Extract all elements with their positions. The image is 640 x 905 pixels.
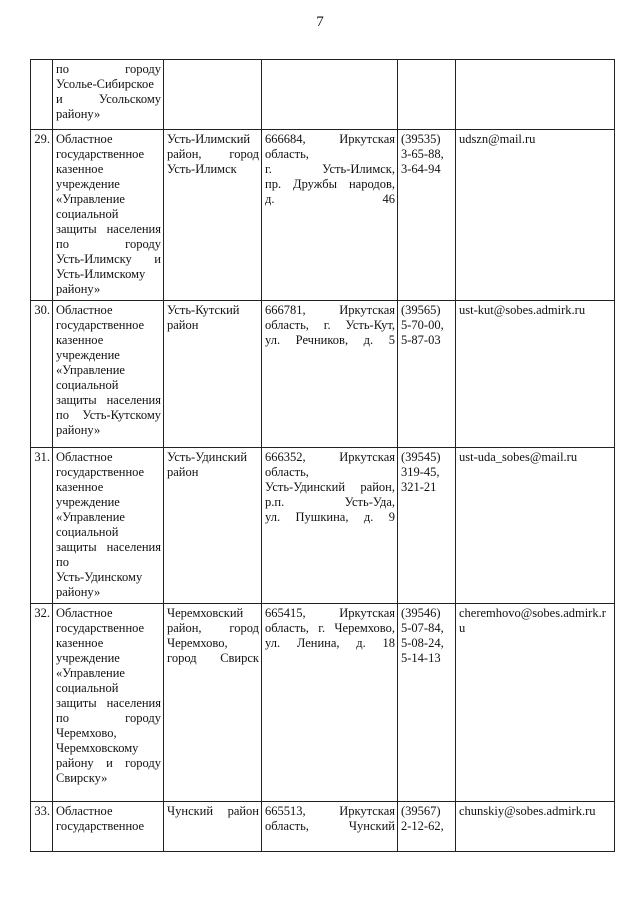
institution-name-line: Черемхово, xyxy=(56,726,117,740)
institution-name-line: казенное xyxy=(56,636,104,650)
service-area-line: Чунский район xyxy=(167,804,259,818)
institution-name-cell xyxy=(53,448,164,604)
phone-line: 2-12-62, xyxy=(401,819,444,833)
service-area-cell xyxy=(164,301,262,448)
institutions-table-body xyxy=(31,60,615,852)
institution-name-line: по городу xyxy=(56,62,161,76)
institution-name-line: Усть-Удинскому xyxy=(56,570,143,584)
institution-name-cell xyxy=(53,130,164,301)
address-line: д. 46 xyxy=(265,192,395,206)
service-area-cell xyxy=(164,448,262,604)
address-line: р.п. Усть-Уда, xyxy=(265,495,395,509)
institution-name-line: району и городу xyxy=(56,756,161,770)
institution-name-line: защиты населения xyxy=(56,393,161,407)
address-line: г. Усть-Илимск, xyxy=(265,162,395,176)
address-line: область, г. Усть-Кут, xyxy=(265,318,395,332)
phone-line: (39567) xyxy=(401,804,441,818)
service-area-line: Усть-Илимск xyxy=(167,162,237,176)
service-area-line: Черемховский xyxy=(167,606,244,620)
phone-line: 5-08-24, xyxy=(401,636,444,650)
table-row xyxy=(31,604,615,802)
institution-name-line: казенное xyxy=(56,162,104,176)
address-line: 665513, Иркутская xyxy=(265,804,395,818)
service-area-line: Усть-Удинский xyxy=(167,450,248,464)
service-area-line: Усть-Илимский xyxy=(167,132,251,146)
phone-line: 3-65-88, xyxy=(401,147,444,161)
table-row xyxy=(31,301,615,448)
institution-name-line: по xyxy=(56,555,69,569)
institution-name-line: Свирску» xyxy=(56,771,108,785)
institution-name-line: защиты населения xyxy=(56,696,161,710)
institution-name-line: «Управление xyxy=(56,510,125,524)
address-cell xyxy=(262,301,398,448)
phone-cell xyxy=(398,802,456,852)
email-cell xyxy=(456,60,615,130)
institution-name-line: Областное xyxy=(56,303,113,317)
service-area-cell xyxy=(164,60,262,130)
phone-line: (39545) xyxy=(401,450,441,464)
phone-line: 5-14-13 xyxy=(401,651,441,665)
institution-name-cell xyxy=(53,802,164,852)
address-cell xyxy=(262,130,398,301)
institution-name-line: по городу xyxy=(56,711,161,725)
address-line: область, г. Черемхово, xyxy=(265,621,395,635)
row-number: 29. xyxy=(31,130,53,301)
email-cell: ust-kut@sobes.admirk.ru xyxy=(456,301,615,448)
phone-line: (39565) xyxy=(401,303,441,317)
row-number xyxy=(31,60,53,130)
institution-name-line: учреждение xyxy=(56,177,120,191)
institution-name-line: государственное xyxy=(56,819,145,833)
institution-name-line: социальной xyxy=(56,681,119,695)
address-line: пр. Дружбы народов, xyxy=(265,177,395,191)
service-area-cell xyxy=(164,130,262,301)
service-area-line: Усть-Кутский xyxy=(167,303,240,317)
institution-name-line: району» xyxy=(56,282,101,296)
institution-name-cell xyxy=(53,301,164,448)
service-area-line: район xyxy=(167,318,199,332)
phone-line: 5-07-84, xyxy=(401,621,444,635)
email-cell: ust-uda_sobes@mail.ru xyxy=(456,448,615,604)
institution-name-line: Областное xyxy=(56,450,113,464)
address-line: 666781, Иркутская xyxy=(265,303,395,317)
institution-name-line: «Управление xyxy=(56,363,125,377)
service-area-line: город Свирск xyxy=(167,651,259,665)
email-cell: chunskiy@sobes.admirk.ru xyxy=(456,802,615,852)
institution-name-line: Областное xyxy=(56,132,113,146)
address-line: ул. Ленина, д. 18 xyxy=(265,636,395,650)
phone-cell xyxy=(398,60,456,130)
address-line: область, xyxy=(265,147,309,161)
row-number: 30. xyxy=(31,301,53,448)
phone-cell xyxy=(398,130,456,301)
institution-name-line: Усть-Илимску и xyxy=(56,252,161,266)
address-cell xyxy=(262,60,398,130)
service-area-line: Черемхово, xyxy=(167,636,228,650)
address-line: ул. Пушкина, д. 9 xyxy=(265,510,395,524)
phone-cell xyxy=(398,448,456,604)
institution-name-line: Областное xyxy=(56,804,113,818)
address-line: 665415, Иркутская xyxy=(265,606,395,620)
institution-name-line: защиты населения xyxy=(56,540,161,554)
institution-name-line: учреждение xyxy=(56,495,120,509)
phone-cell xyxy=(398,604,456,802)
institution-name-line: Черемховскому xyxy=(56,741,139,755)
address-line: 666352, Иркутская xyxy=(265,450,395,464)
phone-line: 5-87-03 xyxy=(401,333,441,347)
institution-name-line: Усть-Илимскому xyxy=(56,267,146,281)
institution-name-line: «Управление xyxy=(56,192,125,206)
institution-name-line: социальной xyxy=(56,525,119,539)
institution-name-cell xyxy=(53,604,164,802)
address-line: ул. Речников, д. 5 xyxy=(265,333,395,347)
email-cell: udszn@mail.ru xyxy=(456,130,615,301)
table-row xyxy=(31,130,615,301)
service-area-line: район, город xyxy=(167,147,259,161)
institution-name-line: государственное xyxy=(56,465,145,479)
institution-name-line: социальной xyxy=(56,207,119,221)
institution-name-cell xyxy=(53,60,164,130)
row-number: 31. xyxy=(31,448,53,604)
institution-name-line: «Управление xyxy=(56,666,125,680)
address-cell xyxy=(262,604,398,802)
institution-name-line: социальной xyxy=(56,378,119,392)
address-line: область, Чунский xyxy=(265,819,395,833)
table-row xyxy=(31,802,615,852)
institution-name-line: району» xyxy=(56,423,101,437)
phone-line: (39535) xyxy=(401,132,441,146)
address-line: 666684, Иркутская xyxy=(265,132,395,146)
institution-name-line: и Усольскому xyxy=(56,92,161,106)
service-area-line: район, город xyxy=(167,621,259,635)
service-area-cell xyxy=(164,604,262,802)
institution-name-line: защиты населения xyxy=(56,222,161,236)
phone-line: (39546) xyxy=(401,606,441,620)
institution-name-line: государственное xyxy=(56,621,145,635)
institution-name-line: Областное xyxy=(56,606,113,620)
institution-name-line: государственное xyxy=(56,318,145,332)
email-cell: cheremhovo@sobes.admirk.ru xyxy=(456,604,615,802)
institutions-table xyxy=(30,59,615,852)
row-number: 32. xyxy=(31,604,53,802)
row-number: 33. xyxy=(31,802,53,852)
institution-name-line: району» xyxy=(56,107,101,121)
institution-name-line: казенное xyxy=(56,333,104,347)
phone-line: 3-64-94 xyxy=(401,162,441,176)
table-row xyxy=(31,60,615,130)
institution-name-line: казенное xyxy=(56,480,104,494)
address-cell xyxy=(262,802,398,852)
page-number: 7 xyxy=(316,14,324,30)
institution-name-line: учреждение xyxy=(56,348,120,362)
institution-name-line: учреждение xyxy=(56,651,120,665)
institution-name-line: району» xyxy=(56,585,101,599)
table-row xyxy=(31,448,615,604)
address-line: область, xyxy=(265,465,309,479)
institution-name-line: по городу xyxy=(56,237,161,251)
service-area-cell xyxy=(164,802,262,852)
institution-name-line: государственное xyxy=(56,147,145,161)
institution-name-line: по Усть-Кутскому xyxy=(56,408,161,422)
service-area-line: район xyxy=(167,465,199,479)
address-cell xyxy=(262,448,398,604)
phone-cell xyxy=(398,301,456,448)
phone-line: 319-45, xyxy=(401,465,440,479)
address-line: Усть-Удинский район, xyxy=(265,480,395,494)
phone-line: 5-70-00, xyxy=(401,318,444,332)
phone-line: 321-21 xyxy=(401,480,437,494)
institution-name-line: Усолье-Сибирское xyxy=(56,77,154,91)
